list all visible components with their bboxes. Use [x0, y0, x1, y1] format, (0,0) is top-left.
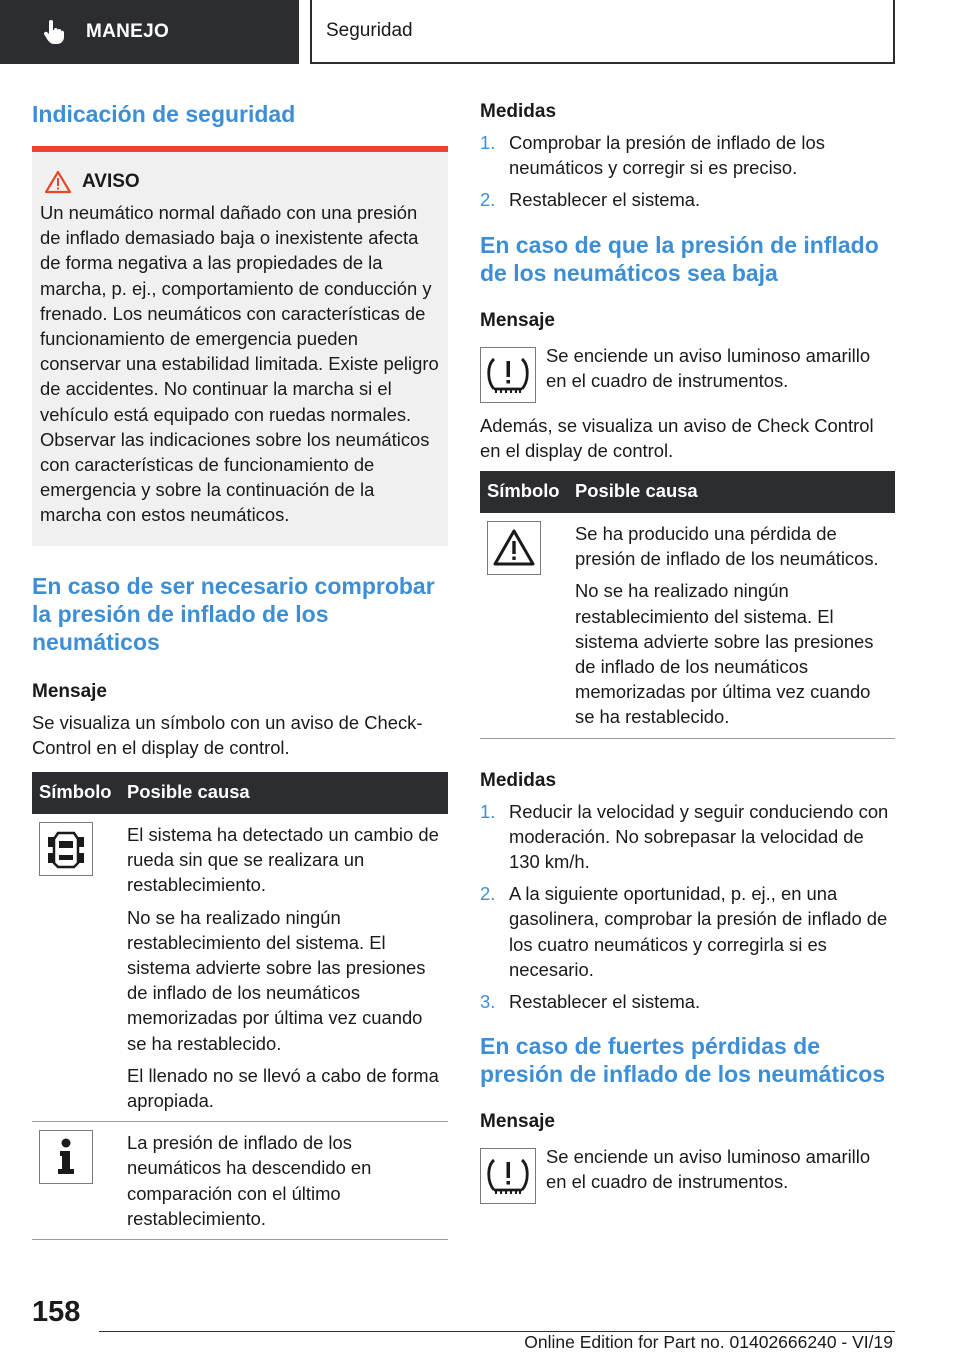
cause-text: Se ha producido una pérdida de presión de inflado de los neumáticos.	[575, 523, 879, 570]
cause-text: El llenado no se llevó a cabo de forma apropiada.	[127, 1064, 439, 1112]
lamp-text: Se enciende un aviso luminoso amarillo en el cuadro de instrumentos.	[546, 1146, 871, 1193]
lamp-message	[480, 343, 895, 403]
medidas-heading: Medidas	[480, 769, 557, 791]
tire-pressure-warning-icon	[480, 347, 536, 403]
warning-triangle-icon	[487, 521, 541, 575]
left-column	[32, 100, 448, 1240]
heading-safety-note: Indicación de seguridad	[32, 101, 296, 127]
warning-box	[32, 146, 448, 546]
cause-text: La presión de inflado de los neumáticos ha descendido en comparación con el último restablecimiento.	[127, 1132, 372, 1229]
list-item: 3. Restablecer el sistema.	[480, 991, 701, 1013]
list-item: 1. Reducir la velocidad y seguir conduciendo con moderación. No sobrepasar la velocidad de 130 km/h.	[480, 800, 889, 873]
right-column	[480, 100, 895, 1204]
cause-text: No se ha realizado ningún restablecimiento del sistema. El sistema advierte sobre las presiones de inflado de los neumáticos memorizadas por última vez cuando se ha restablecido.	[575, 580, 874, 728]
tire-pressure-warning-icon	[480, 1148, 536, 1204]
list-item: 1. Comprobar la presión de inflado de los neumáticos y corregir si es preciso.	[480, 132, 825, 179]
hand-pointer-icon	[40, 19, 66, 45]
section-title: Seguridad	[326, 20, 413, 41]
lamp-text: Se enciende un aviso luminoso amarillo en el cuadro de instrumentos.	[546, 344, 871, 391]
col-symbol-header: Símbolo	[480, 471, 568, 513]
edition-text: Online Edition for Part no. 01402666240 - VI/19	[524, 1332, 893, 1352]
symbol-table-left	[32, 772, 448, 1240]
lamp-message	[480, 1144, 895, 1204]
cause-text: No se ha realizado ningún restablecimiento del sistema. El sistema advierte sobre las presiones de inflado de los neumáticos memorizadas por última vez cuando se ha restablecido.	[127, 906, 426, 1054]
heading-strong-loss: En caso de fuertes pérdidas de presión de inflado de los neumáticos	[480, 1033, 886, 1088]
mensaje-text: Se visualiza un símbolo con un aviso de Check-Control en el display de control.	[32, 711, 423, 758]
warning-label: AVISO	[82, 171, 140, 192]
info-icon	[39, 1130, 93, 1184]
car-tires-icon	[39, 822, 93, 876]
mensaje-heading: Mensaje	[480, 1111, 555, 1133]
table-row	[480, 513, 895, 738]
warning-triangle-icon	[44, 170, 72, 194]
medidas-list-1	[480, 130, 895, 213]
chapter-tab	[0, 0, 299, 64]
chapter-title: MANEJO	[86, 21, 170, 42]
symbol-table-right	[480, 471, 895, 739]
col-symbol-header: Símbolo	[32, 772, 120, 814]
table-row	[32, 1122, 448, 1240]
ademas-text: Además, se visualiza un aviso de Check Control en el display de control.	[480, 414, 874, 461]
mensaje-heading: Mensaje	[480, 309, 555, 331]
medidas-list-2	[480, 799, 895, 1015]
heading-check-pressure: En caso de ser necesario comprobar la presión de inflado de los neumáticos	[32, 572, 435, 655]
list-item: 2. Restablecer el sistema.	[480, 189, 701, 211]
table-row	[32, 814, 448, 1122]
cause-text: El sistema ha detectado un cambio de rueda sin que se realizara un restablecimiento.	[127, 824, 439, 896]
medidas-heading: Medidas	[480, 101, 557, 122]
section-tab	[310, 0, 895, 64]
mensaje-heading: Mensaje	[32, 680, 107, 702]
warning-text: Un neumático normal dañado con una presión de inflado demasiado baja o inexistente afecta de forma negativa a las propiedades de la marcha, p. ej., comportamiento de conducción y frenado. Los neumáticos con características de funcionamiento de emergencia pueden conservar una estabilidad limitada. Existe peligro de accidentes. No continuar la marcha si el vehículo está equipado con ruedas normales. Observar las indicaciones sobre los neumáticos con características de funcionamiento de emergencia y sobre la continuación de la marcha con estos neumáticos.	[40, 202, 439, 526]
col-cause-header: Posible causa	[120, 772, 448, 814]
page-number: 158	[32, 1296, 81, 1328]
list-item: 2. A la siguiente oportunidad, p. ej., en una gasolinera, comprobar la presión de inflado de los cuatro neumáticos y corregirla si es necesario.	[480, 883, 888, 980]
col-cause-header: Posible causa	[568, 471, 895, 513]
heading-low-pressure: En caso de que la presión de inflado de los neumáticos sea baja	[480, 231, 879, 286]
